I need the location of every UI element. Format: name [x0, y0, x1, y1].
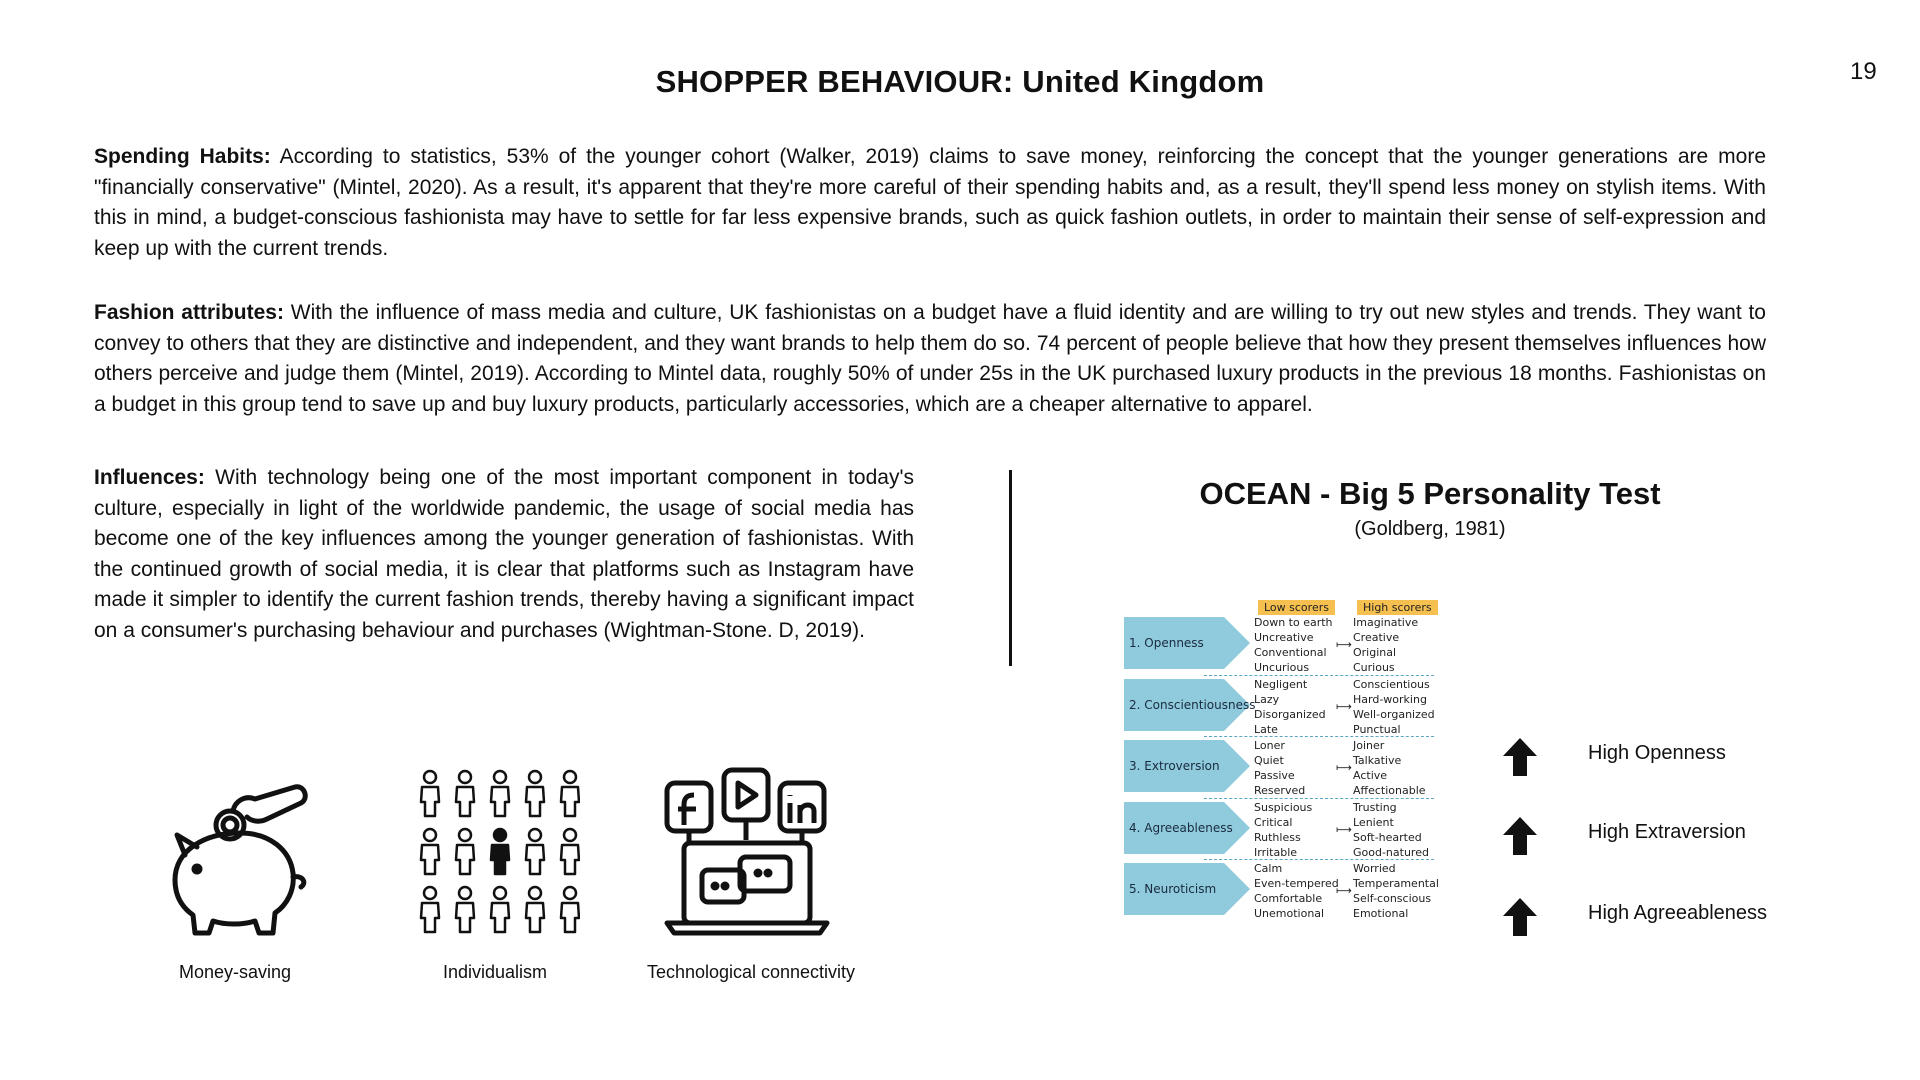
fashion-attributes-heading: Fashion attributes: — [94, 301, 284, 324]
piggy-bank-icon — [155, 765, 315, 945]
high-scorers-list: Joiner Talkative Active Affectionable — [1353, 739, 1426, 797]
low-scorers-list: Suspicious Critical Ruthless Irritable — [1254, 800, 1313, 859]
ocean-row — [1124, 738, 1454, 800]
high-scorers-header: High scorers — [1357, 598, 1438, 616]
ocean-row — [1124, 861, 1454, 923]
low-scorers-list: Negligent Lazy Disorganized Late — [1254, 677, 1326, 736]
person — [526, 887, 544, 932]
high-trait-label: High Agreeableness — [1588, 902, 1768, 924]
row-divider — [1204, 675, 1434, 676]
vertical-divider — [1009, 470, 1012, 666]
ocean-title: OCEAN - Big 5 Personality Test — [1199, 476, 1661, 511]
high-scorers-list: Worried Temperamental Self-conscious Emotional — [1353, 862, 1439, 920]
high-trait-label: High Openness — [1588, 742, 1726, 764]
high-scorers-list: Trusting Lenient Soft-hearted Good-natured — [1353, 800, 1429, 859]
social-media-icon — [662, 765, 832, 945]
range-arrow-icon: ⟼ — [1336, 761, 1352, 774]
page-title: SHOPPER BEHAVIOUR: United Kingdom — [655, 64, 1265, 99]
person — [491, 771, 509, 816]
high-trait-label: High Extraversion — [1588, 821, 1746, 843]
up-arrow-icon — [1503, 738, 1537, 781]
person — [421, 829, 439, 874]
ocean-citation: (Goldberg, 1981) — [1354, 518, 1506, 540]
trait-label: 3. Extroversion — [1129, 759, 1220, 773]
person — [456, 829, 474, 874]
trait-label: 4. Agreeableness — [1129, 820, 1233, 835]
low-scorers-list: Calm Even-tempered Comfortable Unemotional — [1254, 862, 1339, 920]
up-arrow-icon — [1503, 817, 1537, 860]
spending-habits-heading: Spending Habits: — [94, 145, 271, 168]
high-scorers-list: Imaginative Creative Original Curious — [1353, 616, 1419, 674]
fashion-attributes-paragraph — [94, 298, 1766, 420]
person-highlighted — [491, 829, 509, 874]
ocean-row — [1124, 677, 1454, 739]
person — [421, 771, 439, 816]
influences-paragraph — [94, 463, 914, 646]
page-number: 19 — [1850, 58, 1877, 85]
range-arrow-icon: ⟼ — [1336, 638, 1352, 651]
row-divider — [1204, 798, 1434, 799]
low-scorers-list: Down to earth Uncreative Conventional Uncurious — [1254, 616, 1333, 674]
spending-habits-text: According to statistics, 53% of the younger cohort (Walker, 2019) claims to save money, reinforcing the concept that the younger generations are more "financially conservative" (Mintel, 2020). As a result, it's apparent that they're more careful of their spending habits and, as a result, they'll spend less money on stylish items. With this in mind, a budget-conscious fashionista may have to settle for far less expensive brands, such as quick fashion outlets, in order to maintain their sense of self-expression and keep up with the current trends. — [94, 145, 1767, 260]
person — [561, 829, 579, 874]
range-arrow-icon: ⟼ — [1336, 884, 1352, 897]
row-divider — [1204, 736, 1434, 737]
range-arrow-icon: ⟼ — [1336, 699, 1352, 713]
influences-heading: Influences: — [94, 466, 205, 489]
person — [456, 771, 474, 816]
ocean-row — [1124, 615, 1454, 677]
technological-connectivity-label: Technological connectivity — [646, 962, 856, 982]
high-scorers-list: Conscientious Hard-working Well-organized Punctual — [1353, 677, 1435, 736]
trait-label: 2. Conscientiousness — [1129, 697, 1256, 712]
up-arrow-icon — [1503, 898, 1537, 941]
person — [561, 887, 579, 932]
person — [526, 771, 544, 816]
influences-text: With technology being one of the most important component in today's culture, especially in light of the worldwide pandemic, the usage of social media has become one of the key influences among the younger generation of fashionistas. With the continued growth of social media, it is clear that platforms such as Instagram have made it simpler to identify the current fashion trends, thereby having a significant impact on a consumer's purchasing behaviour and purchases (Wightman-Stone. D, 2019). — [94, 466, 914, 642]
spending-habits-paragraph — [94, 142, 1766, 264]
fashion-attributes-text: With the influence of mass media and culture, UK fashionistas on a budget have a fluid identity and are willing to try out new styles and trends. They want to convey to others that they are distinctive and independent, and they want brands to help them do so. 74 percent of people believe that how they present themselves influences how others perceive and judge them (Mintel, 2019). According to Mintel data, roughly 50% of under 25s in the UK purchased luxury products in the previous 18 months. Fashionistas on a budget in this group tend to save up and buy luxury products, particularly accessories, which are a cheaper alternative to apparel. — [94, 301, 1766, 416]
low-scorers-list: Loner Quiet Passive Reserved — [1254, 739, 1306, 797]
range-arrow-icon: ⟼ — [1336, 822, 1352, 836]
person — [456, 887, 474, 932]
money-saving-label: Money-saving — [178, 962, 292, 982]
person — [526, 829, 544, 874]
low-scorers-header: Low scorers — [1258, 598, 1335, 616]
row-divider — [1204, 859, 1434, 860]
trait-label: 1. Openness — [1129, 636, 1204, 650]
person — [421, 887, 439, 932]
person — [491, 887, 509, 932]
person — [561, 771, 579, 816]
ocean-row — [1124, 800, 1454, 862]
individualism-label: Individualism — [442, 962, 548, 982]
people-grid-icon — [410, 765, 580, 945]
trait-label: 5. Neuroticism — [1129, 882, 1217, 896]
